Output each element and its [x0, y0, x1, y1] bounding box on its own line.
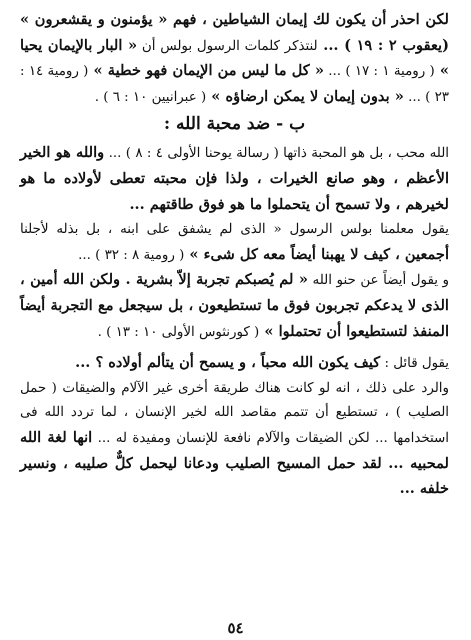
paragraph-corinthians-10 — [20, 268, 449, 345]
bold-text-run: لكن احذر أن يكون لك إيمان الشياطين ، فهم « يؤمنون و يقشعرون » (يعقوب ٢ : ١٩ ) ... — [20, 11, 449, 54]
bold-text-run: « كل ما ليس من الإيمان فهو خطية » — [88, 62, 324, 80]
bold-text-run: أجمعين ، كيف لا يهبنا أيضاً معه كل شىء » — [184, 245, 449, 263]
paragraph-answer — [20, 377, 449, 503]
text-run: ( رومية ١ : ١٧ ) ... — [323, 64, 435, 80]
page-number: ٥٤ — [227, 619, 244, 637]
bold-text-run: « بدون إيمان لا يمكن ارضاؤه » — [206, 87, 404, 105]
bold-text-run: انها لغة الله لمحبيه ... لقد حمل المسيح الصليب ودعانا ليحمل كلٌّ صليبه ، ونسير خلفه ... — [20, 428, 449, 498]
text-run: ( كورنثوس الأولى ١٠ : ١٣ ) . — [97, 324, 260, 340]
text-run: الله محب ، بل هو المحبة ذاتها ( رسالة يوحنا الأولى ٤ : ٨ ) ... — [104, 146, 449, 162]
bold-text-run: « البار بالإيمان يحيا » — [20, 36, 449, 80]
text-run: والرد على ذلك ، انه لو كانت هناك طريقة أخرى غير الآلام والضيقات ( حمل الصليب ) ، تستطيع أن تتمم مقاصد الله لخير الإنسان ، لما تردد الله فى استخدامها ... لكن الضيقات والآلام نافعة للإنسان ومفيدة له ... — [20, 380, 449, 446]
paragraph-romans-8 — [20, 218, 449, 268]
bold-text-run: والله هو الخير الأعظم ، وهو صانع الخيرات ، ولذا فإن محبته تعطى لأولاده ما هو لخيرهم ، ولا تسمح أن يتحملوا ما هو فوق طاقتهم ... — [20, 144, 449, 213]
text-run: ( عبرانيين ١٠ : ٦ ) . — [94, 89, 207, 105]
text-run: ( رومية ١٤ : ٢٣ ) ... — [20, 64, 449, 105]
bold-text-run: كيف يكون الله محباً ، و يسمح أن يتألم أولاده ؟ ... — [75, 354, 381, 372]
text-run: و يقول أيضاً عن حنو الله — [307, 273, 449, 289]
text-run: ( رومية ٨ : ٣٢ ) ... — [78, 247, 185, 263]
text-run: يقول قائل : — [380, 356, 449, 372]
paragraph-god-is-love — [20, 141, 449, 218]
paragraph-question — [20, 351, 449, 377]
section-heading: ب - ضد محبة الله : — [163, 114, 306, 135]
text-run: لنتذكر كلمات الرسول بولس أن — [137, 38, 318, 54]
paragraph-faith — [20, 8, 449, 110]
text-run: يقول معلمنا بولس الرسول « الذى لم يشفق على ابنه ، بل بذله لأجلنا — [20, 222, 449, 238]
bold-text-run: « لم يُصبكم تجربة إلاّ بشرية . ولكن الله أمين ، الذى لا يدعكم تجربون فوق ما تستطيعون ، بل سيجعل مع التجربة أيضاً المنفذ لتستطيعوا أن تحتملوا » — [20, 271, 449, 340]
